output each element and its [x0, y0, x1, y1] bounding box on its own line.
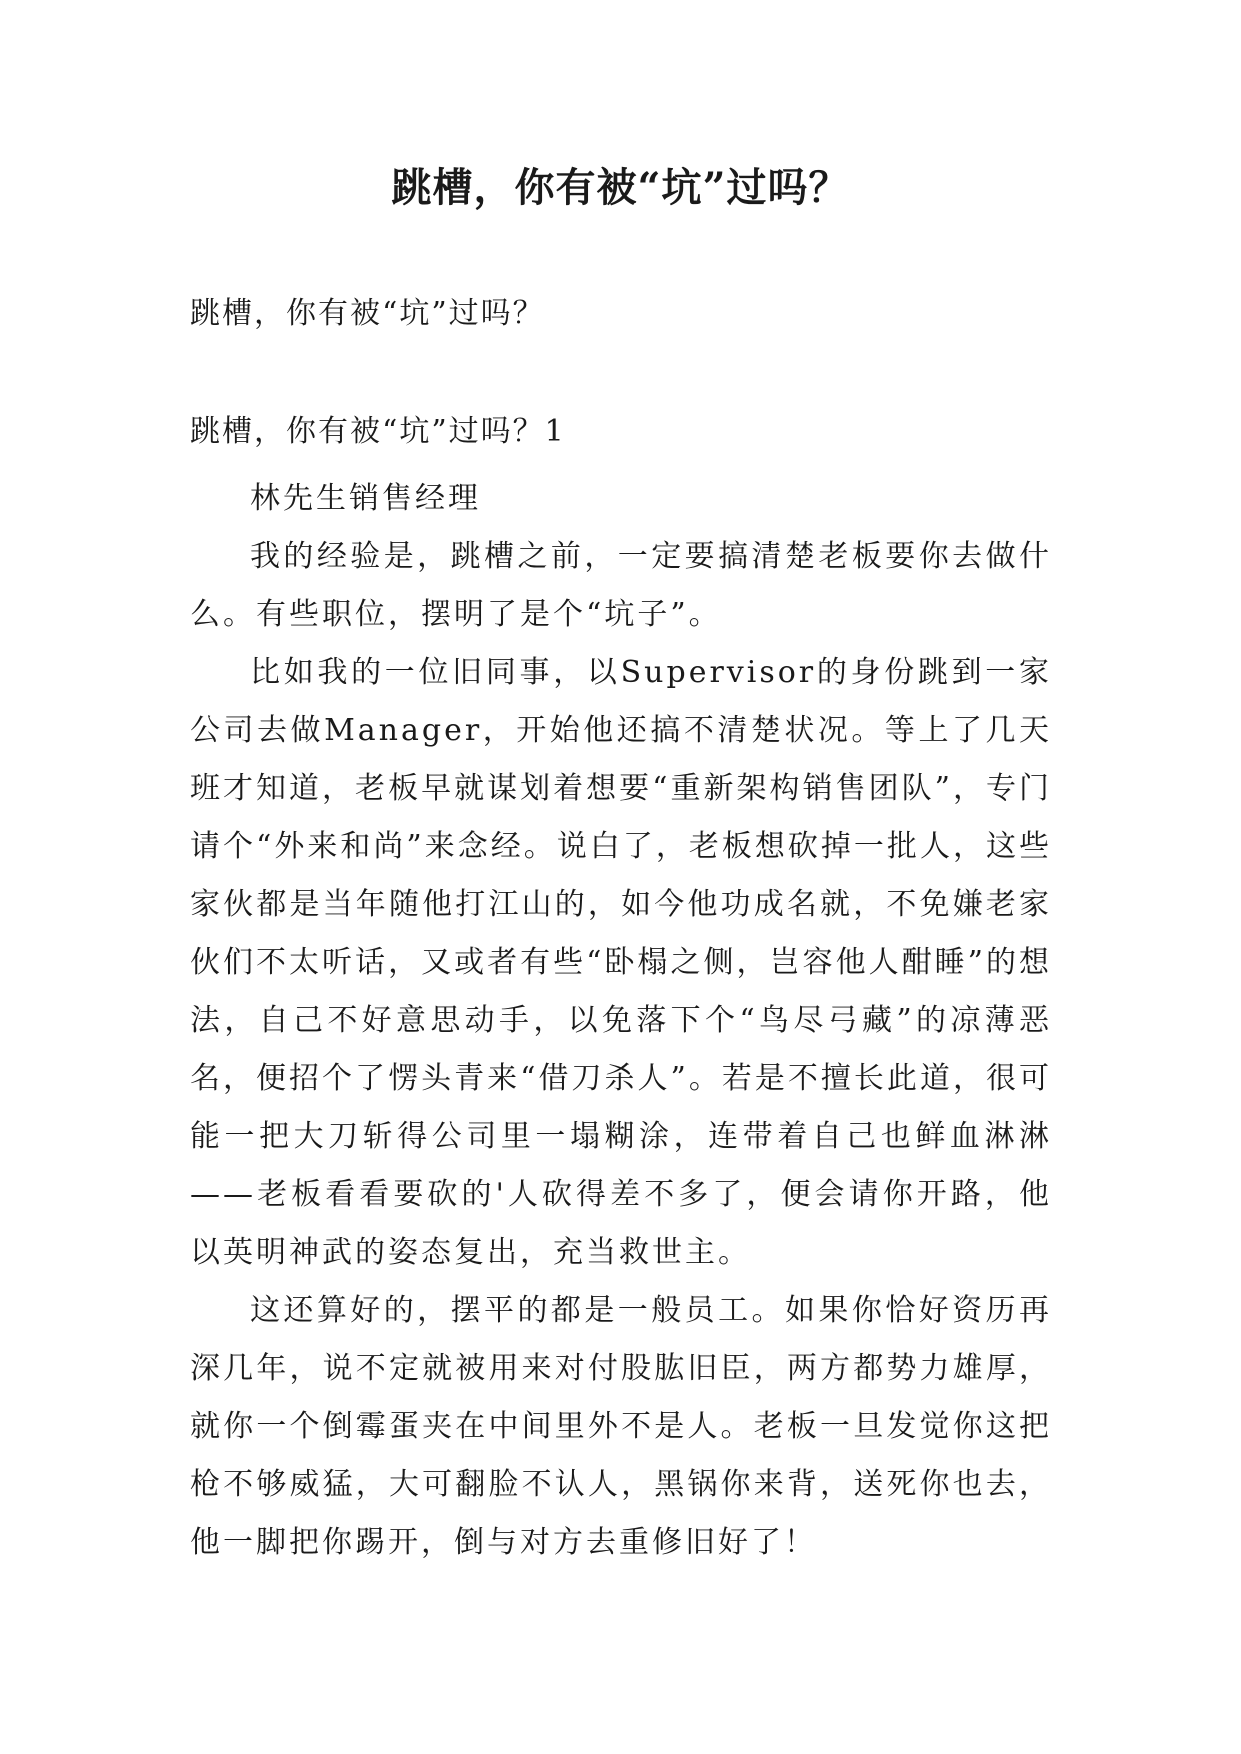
document-subtitle: 跳槽，你有被“坑”过吗？	[190, 296, 545, 331]
paragraph-author: 林先生销售经理	[250, 481, 481, 516]
paragraph: 这还算好的，摆平的都是一般员工。如果你恰好资历再深几年，说不定就被用来对付股肱旧臣，两方都势力雄厚，就你一个倒霉蛋夹在中间里外不是人。老板一旦发觉你这把枪不够威猛，大可翻脸不认人，黑锅你来背，送死你也去，他一脚把你踢开，倒与对方去重修旧好了！	[190, 1293, 1052, 1560]
paragraph: 我的经验是，跳槽之前，一定要搞清楚老板要你去做什么。有些职位，摆明了是个“坑子”。	[190, 539, 1052, 632]
section-heading: 跳槽，你有被“坑”过吗？1	[190, 414, 566, 449]
document-body	[190, 470, 1052, 1572]
document-title: 跳槽，你有被“坑”过吗？	[391, 164, 850, 211]
paragraph: 比如我的一位旧同事，以Supervisor的身份跳到一家公司去做Manager，开始他还搞不清楚状况。等上了几天班才知道，老板早就谋划着想要“重新架构销售团队”，专门请个“外来和尚”来念经。说白了，老板想砍掉一批人，这些家伙都是当年随他打江山的，如今他功成名就，不免嫌老家伙们不太听话，又或者有些“卧榻之侧，岂容他人酣睡”的想法，自己不好意思动手，以免落下个“鸟尽弓藏”的凉薄恶名，便招个了愣头青来“借刀杀人”。若是不擅长此道，很可能一把大刀斩得公司里一塌糊涂，连带着自己也鲜血淋淋——老板看看要砍的'人砍得差不多了，便会请你开路，他以英明神武的姿态复出，充当救世主。	[190, 655, 1052, 1270]
